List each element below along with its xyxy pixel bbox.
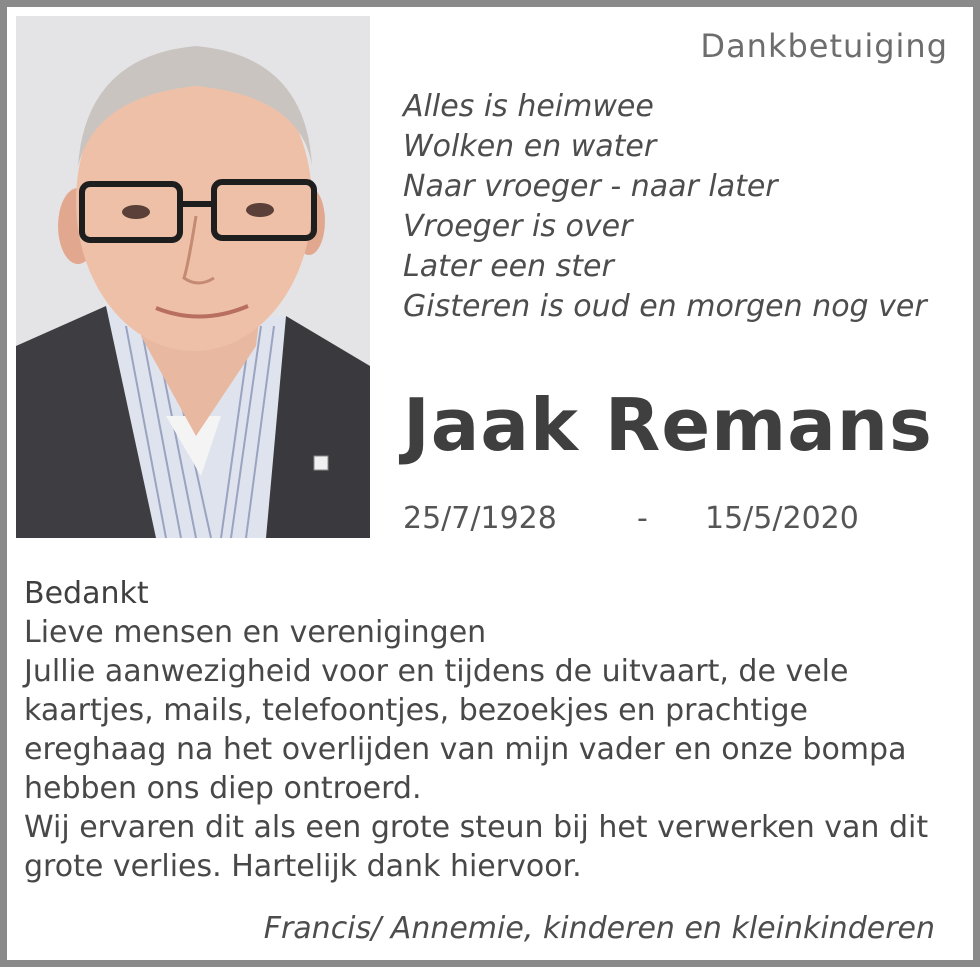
message-line: hebben ons diep ontroerd. — [24, 771, 422, 806]
message-line: ereghaag na het overlijden van mijn vader en onze bompa — [24, 732, 907, 767]
heading-dankbetuiging: Dankbetuiging — [700, 27, 948, 65]
message-line: Wij ervaren dit als een grote steun bij het verwerken van dit — [24, 810, 929, 845]
thank-you-message — [24, 574, 959, 886]
death-date: 15/5/2020 — [705, 501, 859, 536]
message-line: kaartjes, mails, telefoontjes, bezoekjes en prachtige — [24, 693, 808, 728]
poem-line: Wolken en water — [403, 129, 657, 164]
message-line: Lieve mensen en verenigingen — [24, 615, 487, 650]
poem-line: Alles is heimwee — [403, 89, 654, 124]
poem-line: Gisteren is oud en morgen nog ver — [403, 289, 927, 324]
poem-line: Naar vroeger - naar later — [403, 169, 778, 204]
birth-date: 25/7/1928 — [403, 501, 557, 536]
message-line: Jullie aanwezigheid voor en tijdens de uitvaart, de vele — [24, 654, 849, 689]
date-separator: - — [637, 501, 648, 536]
message-title: Bedankt — [24, 576, 149, 611]
poem-line: Later een ster — [403, 249, 614, 284]
portrait-illustration — [16, 16, 370, 538]
poem-line: Vroeger is over — [403, 209, 633, 244]
message-line: grote verlies. Hartelijk dank hiervoor. — [24, 849, 582, 884]
signature: Francis/ Annemie, kinderen en kleinkinderen — [263, 911, 935, 946]
portrait-photo — [16, 16, 370, 538]
poem — [403, 87, 927, 327]
deceased-name: Jaak Remans — [403, 383, 933, 467]
